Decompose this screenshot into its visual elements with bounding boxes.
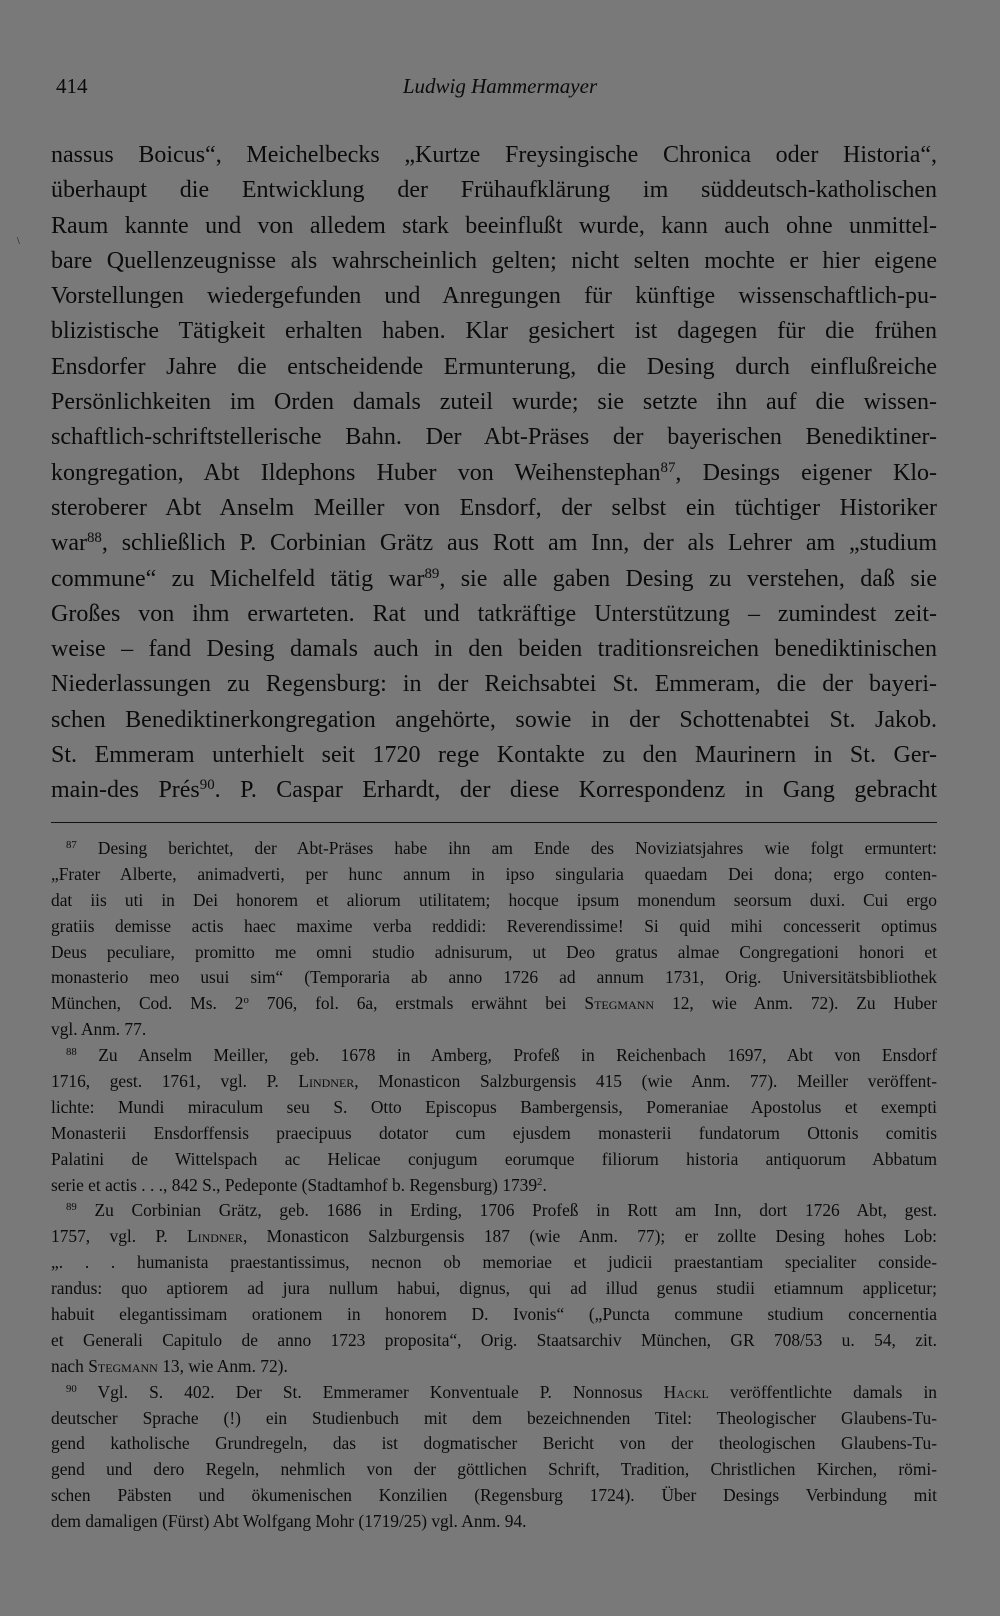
text-run: serie et actis . . ., 842 S., Pedeponte (Stadtamhof b. Regensburg) 1739 (51, 1174, 538, 1195)
footnote-line: Deus peculiare, promitto me omni studio adnisurum, ut Deo gratus almae Congregationi honori et (51, 941, 937, 962)
text-run: , Monasticon Salzburgensis 415 (wie Anm. 77). Meiller veröffent- (354, 1071, 937, 1092)
footnote-line: vgl. Anm. 77. (51, 1019, 147, 1040)
footnote-line (51, 1354, 937, 1380)
text-run: 1757, vgl. P. (51, 1226, 187, 1247)
text-run: , Desings eigener Klo- (675, 459, 937, 486)
text-run: commune“ zu Michelfeld tätig war (51, 565, 425, 592)
footnote-line (51, 991, 937, 1017)
footnote-line: monasterio meo usui sim“ (Temporaria ab anno 1726 ad annum 1731, Orig. Universitätsbibliothek (51, 967, 937, 988)
body-line: steroberer Abt Anselm Meiller von Ensdorf, der selbst ein tüchtiger Historiker (51, 494, 937, 521)
footnote-line: Desing berichtet, der Abt-Präses habe ihn am Ende des Noviziatsjahres wie folgt ermuntert: (97, 838, 937, 858)
text-run: . (214, 777, 221, 804)
footnote-89 (51, 1198, 937, 1224)
text-run: 12, wie Anm. 72). Zu Huber (654, 993, 937, 1014)
footnote-divider (51, 822, 937, 823)
footnotes (51, 836, 937, 1535)
text-run: main-des Prés (51, 777, 200, 804)
page-number: 414 (56, 74, 88, 98)
author-name: Lindner (298, 1071, 355, 1092)
footnote-line: gratiis demisse actis haec maxime verba reddidi: Reverendissime! Si quid mihi concesserit optimus (51, 915, 937, 936)
footnote-line (51, 1173, 937, 1199)
text-run: P. Caspar Erhardt, der diese Korrespondenz in Gang gebracht (240, 777, 937, 804)
footnote-ref[interactable]: 87 (660, 459, 676, 476)
body-line: Niederlassungen zu Regensburg: in der Reichsabtei St. Emmeram, die der bayeri- (51, 671, 937, 698)
footnote-line (51, 1069, 937, 1095)
text-run: kongregation, Abt Ildephons Huber von Weihenstephan (51, 459, 661, 486)
text-run: 1716, gest. 1761, vgl. P. (51, 1071, 299, 1092)
footnote-line: Palatini de Wittelspach ac Helicae conjugum eorumque filiorum historia antiquorum Abbatum (51, 1148, 937, 1169)
author-name: Hackl (663, 1381, 709, 1402)
footnote-ref[interactable]: 90 (199, 777, 215, 794)
body-line: Ensdorfer Jahre die entscheidende Ermunterung, die Desing durch einflußreiche (51, 353, 937, 380)
body-text (51, 138, 937, 809)
superscript: 2 (537, 1175, 543, 1188)
footnote-number: 87 (66, 839, 77, 852)
text-run: 13, wie Anm. 72). (157, 1355, 288, 1376)
footnote-line: deutscher Sprache (!) ein Studienbuch mit dem bezeichnenden Titel: Theologischer Glaubens-Tu- (51, 1407, 937, 1428)
footnote-line (51, 1224, 937, 1250)
body-line (51, 773, 937, 808)
author-name: Stegmann (584, 993, 655, 1014)
footnote-line: „Frater Alberte, animadverti, per hunc annum in ipso singularia quaedam Dei dona; ergo conten- (51, 863, 937, 884)
footnote-ref[interactable]: 89 (424, 565, 440, 582)
body-line: schaftlich-schriftstellerische Bahn. Der Abt-Präses der bayerischen Benediktiner- (51, 424, 937, 451)
text-run: . (542, 1174, 547, 1195)
body-line (51, 456, 937, 491)
text-run: , sie alle gaben Desing zu verstehen, daß sie (439, 565, 937, 592)
body-line (51, 526, 937, 561)
footnote-ref[interactable]: 88 (86, 530, 102, 547)
footnote-line: Monasterii Ensdorffensis praecipuus dotator cum ejusdem monasterii fundatorum Ottonis comitis (51, 1122, 937, 1143)
footnote-line: randus: quo aptiorem ad jura nullum habui, dignus, qui ad illud genus studii etiamnum applicetur; (51, 1278, 937, 1299)
footnote-87 (51, 836, 937, 862)
footnote-line: gend katholische Grundregeln, das ist dogmatischer Bericht von der theologischen Glaubens-Tu- (51, 1433, 937, 1454)
text-run: München, Cod. Ms. 2 (51, 993, 244, 1014)
scan-speck: \ (17, 236, 20, 247)
text-run: war (51, 530, 87, 557)
footnote-88 (51, 1043, 937, 1069)
running-head: Ludwig Hammermayer (402, 74, 598, 98)
text-run: nach (51, 1355, 89, 1376)
body-line: nassus Boicus“, Meichelbecks „Kurtze Freysingische Chronica oder Historia“, (51, 142, 937, 168)
footnote-90 (51, 1380, 937, 1406)
footnote-number: 88 (66, 1046, 77, 1059)
author-name: Stegmann (88, 1355, 158, 1376)
superscript: o (243, 994, 249, 1007)
text-run: Vgl. S. 402. Der St. Emmeramer Konventuale P. Nonnosus (97, 1381, 664, 1402)
body-line: bare Quellenzeugnisse als wahrscheinlich gelten; nicht selten mochte er hier eigene (51, 247, 937, 274)
footnote-line: dat iis uti in Dei honorem et aliorum utilitatem; hocque ipsum monendum seorsum duxi. Cui ergo (51, 889, 937, 910)
text-run: , schließlich P. Corbinian Grätz aus Rott am Inn, der als Lehrer am „studium (101, 530, 937, 557)
body-line: Persönlichkeiten im Orden damals zuteil wurde; sie setzte ihn auf die wissen- (51, 389, 937, 416)
author-name: Lindner (186, 1226, 243, 1247)
text-run: , Monasticon Salzburgensis 187 (wie Anm. 77); er zollte Desing hohes Lob: (242, 1226, 938, 1247)
footnote-line: lichte: Mundi miraculum seu S. Otto Episcopus Bambergensis, Pomeraniae Apostolus et exempti (51, 1096, 937, 1117)
body-line: schen Benediktinerkongregation angehörte, sowie in der Schottenabtei St. Jakob. (51, 706, 937, 733)
body-line: blizistische Tätigkeit erhalten haben. Klar gesichert ist dagegen für die frühen (51, 318, 937, 345)
body-line: St. Emmeram unterhielt seit 1720 rege Kontakte zu den Maurinern in St. Ger- (51, 742, 937, 769)
footnote-number: 90 (66, 1382, 77, 1395)
body-line: Raum kannte und von alledem stark beeinflußt wurde, kann auch ohne unmittel- (51, 212, 937, 239)
body-line: Großes von ihm erwarteten. Rat und tatkräftige Unterstützung – zumindest zeit- (51, 600, 937, 627)
footnote-line: habuit elegantissimam orationem in honorem D. Ivonis“ („Puncta commune studium concernentia (51, 1304, 937, 1325)
text-run: veröffentlichte damals in (708, 1381, 937, 1402)
footnote-line: Zu Corbinian Grätz, geb. 1686 in Erding, 1706 Profeß in Rott am Inn, dort 1726 Abt, gest. (94, 1200, 937, 1221)
footnote-line: dem damaligen (Fürst) Abt Wolfgang Mohr (1719/25) vgl. Anm. 94. (51, 1511, 527, 1532)
body-line: überhaupt die Entwicklung der Frühaufklärung im süddeutsch-katholischen (51, 177, 937, 204)
footnote-line: „. . . humanista praestantissimus, necnon ob memoriae et judicii praestantiam specialiter conside- (51, 1252, 937, 1273)
body-line (51, 562, 937, 597)
footnote-line: Zu Anselm Meiller, geb. 1678 in Amberg, Profeß in Reichenbach 1697, Abt von Ensdorf (98, 1045, 937, 1066)
body-line: weise – fand Desing damals auch in den beiden traditionsreichen benediktinischen (51, 636, 937, 663)
footnote-line: et Generali Capitulo de anno 1723 proposita“, Orig. Staatsarchiv München, GR 708/53 u. 54, zit. (51, 1329, 937, 1350)
footnote-line: schen Päbsten und ökumenischen Konzilien (Regensburg 1724). Über Desings Verbindung mit (51, 1485, 937, 1506)
footnote-number: 89 (66, 1201, 77, 1214)
text-run: 706, fol. 6a, erstmals erwähnt bei (248, 993, 585, 1014)
footnote-line: gend und dero Regeln, nehmlich von der göttlichen Schrift, Tradition, Christlichen Kirchen, römi- (51, 1459, 937, 1480)
body-line: Vorstellungen wiedergefunden und Anregungen für künftige wissenschaftlich-pu- (51, 283, 937, 310)
